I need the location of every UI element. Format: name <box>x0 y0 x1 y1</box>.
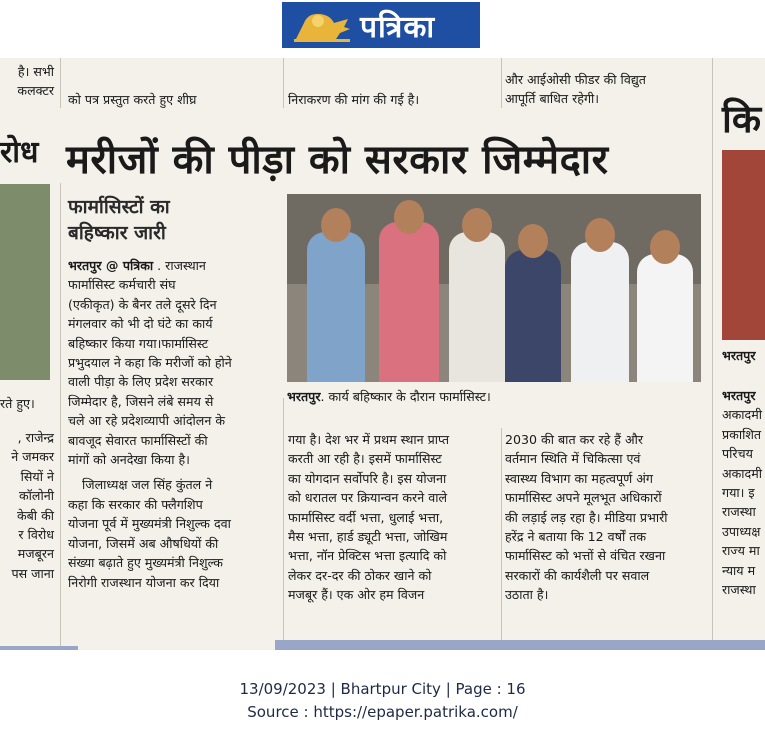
column-divider <box>60 183 61 650</box>
column-divider <box>283 58 284 108</box>
pharmacists-photo <box>287 194 701 382</box>
article-column-3: 2030 की बात कर रहे हैं और वर्तमान स्थिति में चिकित्सा एवं स्वास्थ्य विभाग का महत्वपूर्ण अंग फार्मासिस्ट अपने मूलभूत अधिकारों की लड़ाई लड़ रहा है। मीडिया प्रभारी हरेंद्र ने बताया कि 12 वर्षों तक फार्मासिस्ट को भत्तों से वंचित रखना सरकारों की कार्यशैली पर सवाल उठाता है। <box>505 432 668 603</box>
lion-emblem-icon <box>290 5 354 45</box>
column-divider <box>712 58 713 650</box>
person-figure <box>505 250 561 382</box>
newspaper-clipping <box>0 58 765 650</box>
page-edge-band <box>0 646 78 650</box>
photo-caption: भरतपुर. कार्य बहिष्कार के दौरान फार्मासिस्ट। <box>287 389 491 404</box>
left-headline-fragment: रोध <box>0 135 39 170</box>
person-figure <box>571 242 629 382</box>
masthead-logo <box>282 2 480 48</box>
article-subhead: फार्मासिस्टों का बहिष्कार जारी <box>68 196 170 244</box>
page-edge-band <box>275 640 765 650</box>
edition-info: 13/09/2023 | Bhartpur City | Page : 16 <box>239 680 526 698</box>
column-divider <box>501 58 502 108</box>
source-link[interactable]: Source : https://epaper.patrika.com/ <box>247 703 518 721</box>
article-column-1: भरतपुर @ पत्रिका . राजस्थान फार्मासिस्ट कर्मचारी संघ (एकीकृत) के बैनर तले दूसरे दिन मंगलवार को भी दो घंटे का कार्य बहिष्कार किया गया।फार्मासिस्ट प्रभुदयाल ने कहा कि मरीजों को होने वाली पीड़ा के लिए प्रदेश सरकार जिम्मेदार है, जिसने लंबे समय से चले आ रहे प्रदेशव्यापी आंदोलन के बावजूद सेवारत फार्मासिस्टों की मांगों को अनदेखा किया है। जिलाध्यक्ष जल सिंह कुंतल ने कहा कि सरकार की फ्लैगशिप योजना पूर्व में मुख्यमंत्री निशुल्क दवा योजना, जिसमें अब औषधियों की संख्या बढ़ाते हुए मुख्यमंत्री निशुल्क निरोगी राजस्थान योजना कर दिया <box>68 258 232 590</box>
top-column-b: निराकरण की मांग की गई है। <box>288 92 420 107</box>
person-figure <box>307 232 365 382</box>
left-top-fragment: है। सभी कलक्टर <box>17 64 54 99</box>
right-body-fragments: भरतपुर अकादमी प्रकाशित परिचय अकादमी गया। इ राजस्था उपाध्यक्ष राज्य मा न्याय म राजस्था <box>722 388 763 598</box>
dateline: भरतपुर @ पत्रिका <box>68 258 154 273</box>
right-headline-fragment: कि <box>722 97 762 141</box>
column-divider <box>283 398 284 650</box>
column-divider <box>60 58 61 108</box>
right-photo-caption: भरतपुर <box>722 348 756 363</box>
left-photo-caption: रते हुए। <box>0 396 35 411</box>
left-article-photo <box>0 184 50 380</box>
column-divider <box>501 428 502 650</box>
article-column-2: गया है। देश भर में प्रथम स्थान प्राप्त करती आ रही है। इसमें फार्मासिस्ट का योगदान सर्वोपरि है। इस योजना को धरातल पर क्रियान्वन करने वाले फार्मासिस्ट वर्दी भत्ता, धुलाई भत्ता, मैस भत्ता, हार्ड ड्यूटी भत्ता, जोखिम भत्ता, नॉन प्रेक्टिस भत्ता इत्यादि को लेकर दर-दर की ठोकर खाने को मजबूर हैं। एक ओर हम विजन <box>288 432 450 603</box>
left-body-fragments: , राजेन्द्र ने जमकर सियों ने कॉलोनी केबी की र विरोध मजबूरन पस जाना <box>11 430 54 581</box>
right-article-photo <box>722 150 765 340</box>
person-figure <box>637 254 693 382</box>
article-headline: मरीजों की पीड़ा को सरकार जिम्मेदार <box>66 137 609 183</box>
person-figure <box>379 222 439 382</box>
person-figure <box>449 232 505 382</box>
top-column-a: को पत्र प्रस्तुत करते हुए शीघ्र <box>68 92 197 107</box>
top-column-c: और आईओसी फीडर की विद्युत आपूर्ति बाधित रहेगी। <box>505 72 646 107</box>
brand-name: पत्रिका <box>360 9 436 45</box>
